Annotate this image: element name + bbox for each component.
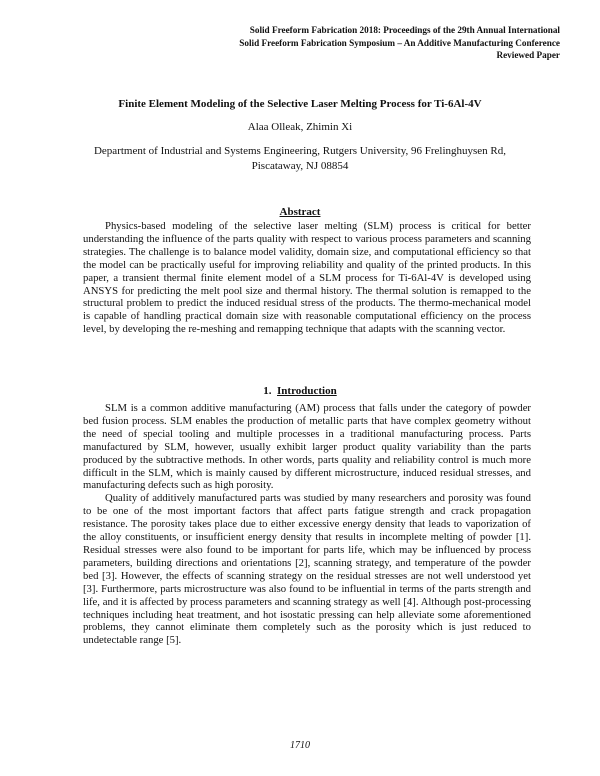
section-heading-introduction [60, 385, 540, 397]
header-line-1: Solid Freeform Fabrication 2018: Proceedings of the 29th Annual International [249, 25, 560, 35]
section-title: Introduction [277, 385, 337, 397]
authors: Alaa Olleak, Zhimin Xi [247, 121, 353, 133]
abstract-text: Physics-based modeling of the selective laser melting (SLM) process is critical for better understanding the influence of the parts quality with respect to various process parameters and scanning strategies. The challenge is to balance model validity, domain size, and computational efficiency so that the model can be practically useful for improving reliability and quality of the printed products. In this paper, a transient thermal finite element model of a SLM process for Ti-6Al-4V is developed using ANSYS for predicting the melt pool size and thermal history. The thermal solution is remapped to the structural problem to predict the induced residual stress of the products. The thermo-mechanical model is capable of handling practical domain size with reasonable computational efficiency on the process level, by developing the re-meshing and remapping technique that adapts with the scanning vector. [83, 220, 531, 336]
section-number: 1. [263, 385, 272, 397]
page-number: 1710 [290, 740, 310, 751]
affiliation: Department of Industrial and Systems Engineering, Rutgers University, 96 Frelinghuysen Rd, Piscataway, NJ 08854 [93, 145, 507, 172]
proceedings-header [160, 24, 560, 62]
header-line-2: Solid Freeform Fabrication Symposium – An Additive Manufacturing Conference [239, 37, 560, 48]
intro-paragraph-2: Quality of additively manufactured parts was studied by many researchers and porosity was found to be one of the most important factors that affect parts fatigue strength and crack propagation resistance. The porosity takes place due to either excessive energy density that leads to vaporization of the alloy constituents, or insufficient energy density that results in incomplete melting of powder [1]. Residual stresses were also found to be important for parts life, which may be influenced by process parameters, building directions and orientations [2], scanning strategy, and temperature of the powder bed [3]. However, the effects of scanning strategy on the residual stresses are not well understood yet [3]. Furthermore, parts microstructure was also found to be influential in terms of the parts strength and life, and it is affected by process parameters and scanning strategy as well [4]. Although post-processing techniques including heat treatment, and hot isostatic pressing can help alleviate some aforementioned problems, they cannot eliminate them completely such as the porosity which is just reduced to undetectable range [5]. [83, 492, 531, 647]
introduction-body [83, 402, 531, 647]
intro-paragraph-1: SLM is a common additive manufacturing (AM) process that falls under the category of powder bed fusion process. SLM enables the production of metallic parts that have complex geometry without the need of special tooling and multiple processes in a traditional manufacturing process. Parts manufactured by SLM, however, usually exhibit larger product quality variability than the parts produced by the subtractive methods. In other words, parts quality and reliability control is much more difficult in the SLM, which is mainly caused by different microstructure, induced residual stresses, and manufacturing defects such as high porosity. [83, 402, 531, 492]
header-line-3: Reviewed Paper [496, 50, 560, 60]
paper-title: Finite Element Modeling of the Selective Laser Melting Process for Ti-6Al-4V [118, 98, 482, 110]
abstract-heading: Abstract [279, 206, 321, 218]
